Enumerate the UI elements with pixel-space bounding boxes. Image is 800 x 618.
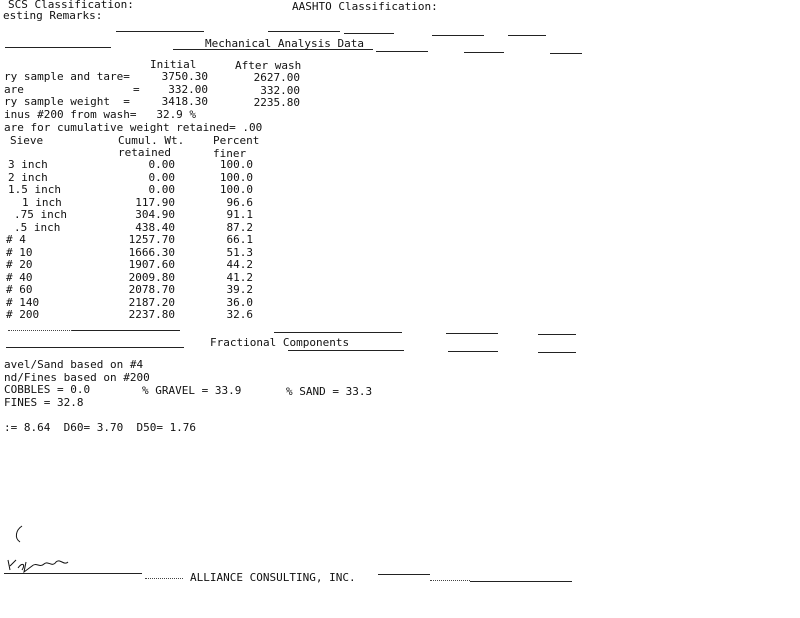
d-values: := 8.64 D60= 3.70 D50= 1.76 [4, 421, 197, 434]
percent-finer: 91.1 [226, 208, 253, 221]
dry-sample-weight-initial: 3418.30 [161, 95, 208, 108]
rule-line [268, 31, 340, 32]
cobbles-value: COBBLES = 0.0 [4, 383, 91, 396]
percent-finer: 100.0 [219, 183, 253, 196]
rule-line [274, 332, 402, 333]
sieve-size: # 10 [6, 246, 33, 259]
sieve-size: # 20 [6, 258, 33, 271]
percent-finer: 32.6 [226, 308, 253, 321]
sand-fines-basis: nd/Fines based on #200 [4, 371, 150, 384]
col-after-wash-header: After wash [235, 59, 302, 72]
gravel-sand-basis: avel/Sand based on #4 [4, 358, 144, 371]
cumulative-retained: 2078.70 [128, 283, 175, 296]
rule-line [116, 31, 204, 32]
dotted-rule [430, 580, 470, 581]
aashto-classification-label: AASHTO Classification: [292, 0, 438, 13]
rule-line [464, 52, 504, 53]
cumulative-retained: 2187.20 [128, 296, 175, 309]
col-initial-header: Initial [150, 58, 197, 71]
rule-line [344, 33, 394, 34]
cumulative-retained: 0.00 [148, 158, 175, 171]
fractional-components-title: Fractional Components [210, 336, 350, 349]
sieve-size: # 4 [6, 233, 26, 246]
cumul-weight-header: Cumul. Wt. [118, 134, 185, 147]
cumulative-retained: 304.90 [135, 208, 175, 221]
finer-header: finer [213, 147, 247, 160]
cumulative-retained: 438.40 [135, 221, 175, 234]
rule-line [470, 581, 572, 582]
sieve-size: 3 inch [8, 158, 48, 171]
minus-200-wash: inus #200 from wash= 32.9 % [4, 108, 197, 121]
rule-line [5, 47, 111, 48]
percent-finer: 36.0 [226, 296, 253, 309]
cumulative-retained: 1907.60 [128, 258, 175, 271]
cumulative-retained: 1666.30 [128, 246, 175, 259]
cumulative-retained: 2237.80 [128, 308, 175, 321]
dry-sample-tare-label: ry sample and tare= [4, 70, 130, 83]
sieve-size: 2 inch [8, 171, 48, 184]
rule-line [288, 350, 404, 351]
dry-sample-tare-initial: 3750.30 [161, 70, 208, 83]
rule-line [378, 574, 430, 575]
signature-line [4, 573, 142, 574]
rule-line [448, 351, 498, 352]
percent-finer: 87.2 [226, 221, 253, 234]
percent-finer: 66.1 [226, 233, 253, 246]
cumulative-retained: 2009.80 [128, 271, 175, 284]
retained-header: retained [118, 146, 171, 159]
firm-name: ALLIANCE CONSULTING, INC. [190, 571, 356, 584]
sieve-size: 1 inch [22, 196, 62, 209]
sieve-size: .5 inch [14, 221, 61, 234]
sieve-size: 1.5 inch [8, 183, 61, 196]
percent-finer: 100.0 [219, 158, 253, 171]
rule-line [432, 35, 484, 36]
testing-remarks-label: esting Remarks: [3, 9, 103, 22]
cumulative-retained: 0.00 [148, 171, 175, 184]
tare-after: 332.00 [260, 84, 300, 97]
rule-line [538, 352, 576, 353]
uscs-classification-label: SCS Classification: [8, 0, 134, 11]
rule-line [508, 35, 546, 36]
percent-finer: 100.0 [219, 171, 253, 184]
rule-line [538, 334, 576, 335]
tare-equals: = [133, 83, 140, 96]
rule-line [72, 330, 180, 331]
sieve-size: # 60 [6, 283, 33, 296]
dry-sample-weight-after: 2235.80 [253, 96, 300, 109]
dotted-rule [145, 578, 183, 579]
rule-line [550, 53, 582, 54]
gravel-value: % GRAVEL = 33.9 [142, 384, 242, 397]
percent-header: Percent [213, 134, 260, 147]
sieve-size: # 40 [6, 271, 33, 284]
rule-line [376, 51, 428, 52]
signature [4, 522, 74, 574]
sieve-size: # 200 [6, 308, 40, 321]
percent-finer: 96.6 [226, 196, 253, 209]
tare-initial: 332.00 [168, 83, 208, 96]
cumulative-retained: 117.90 [135, 196, 175, 209]
percent-finer: 41.2 [226, 271, 253, 284]
rule-line [446, 333, 498, 334]
mechanical-analysis-title: Mechanical Analysis Data [205, 37, 364, 50]
dotted-rule [8, 330, 72, 331]
sieve-size: # 140 [6, 296, 40, 309]
cumulative-retained: 1257.70 [128, 233, 175, 246]
sand-value: % SAND = 33.3 [286, 385, 373, 398]
rule-line [6, 347, 184, 348]
sieve-header: Sieve [10, 134, 44, 147]
tare-label: are [4, 83, 24, 96]
dry-sample-tare-after: 2627.00 [253, 71, 300, 84]
dry-sample-weight-label: ry sample weight = [4, 95, 130, 108]
cumulative-retained: 0.00 [148, 183, 175, 196]
percent-finer: 51.3 [226, 246, 253, 259]
tare-cumulative-retained: are for cumulative weight retained= .00 [4, 121, 263, 134]
sieve-size: .75 inch [14, 208, 67, 221]
percent-finer: 39.2 [226, 283, 253, 296]
percent-finer: 44.2 [226, 258, 253, 271]
fines-value: FINES = 32.8 [4, 396, 84, 409]
